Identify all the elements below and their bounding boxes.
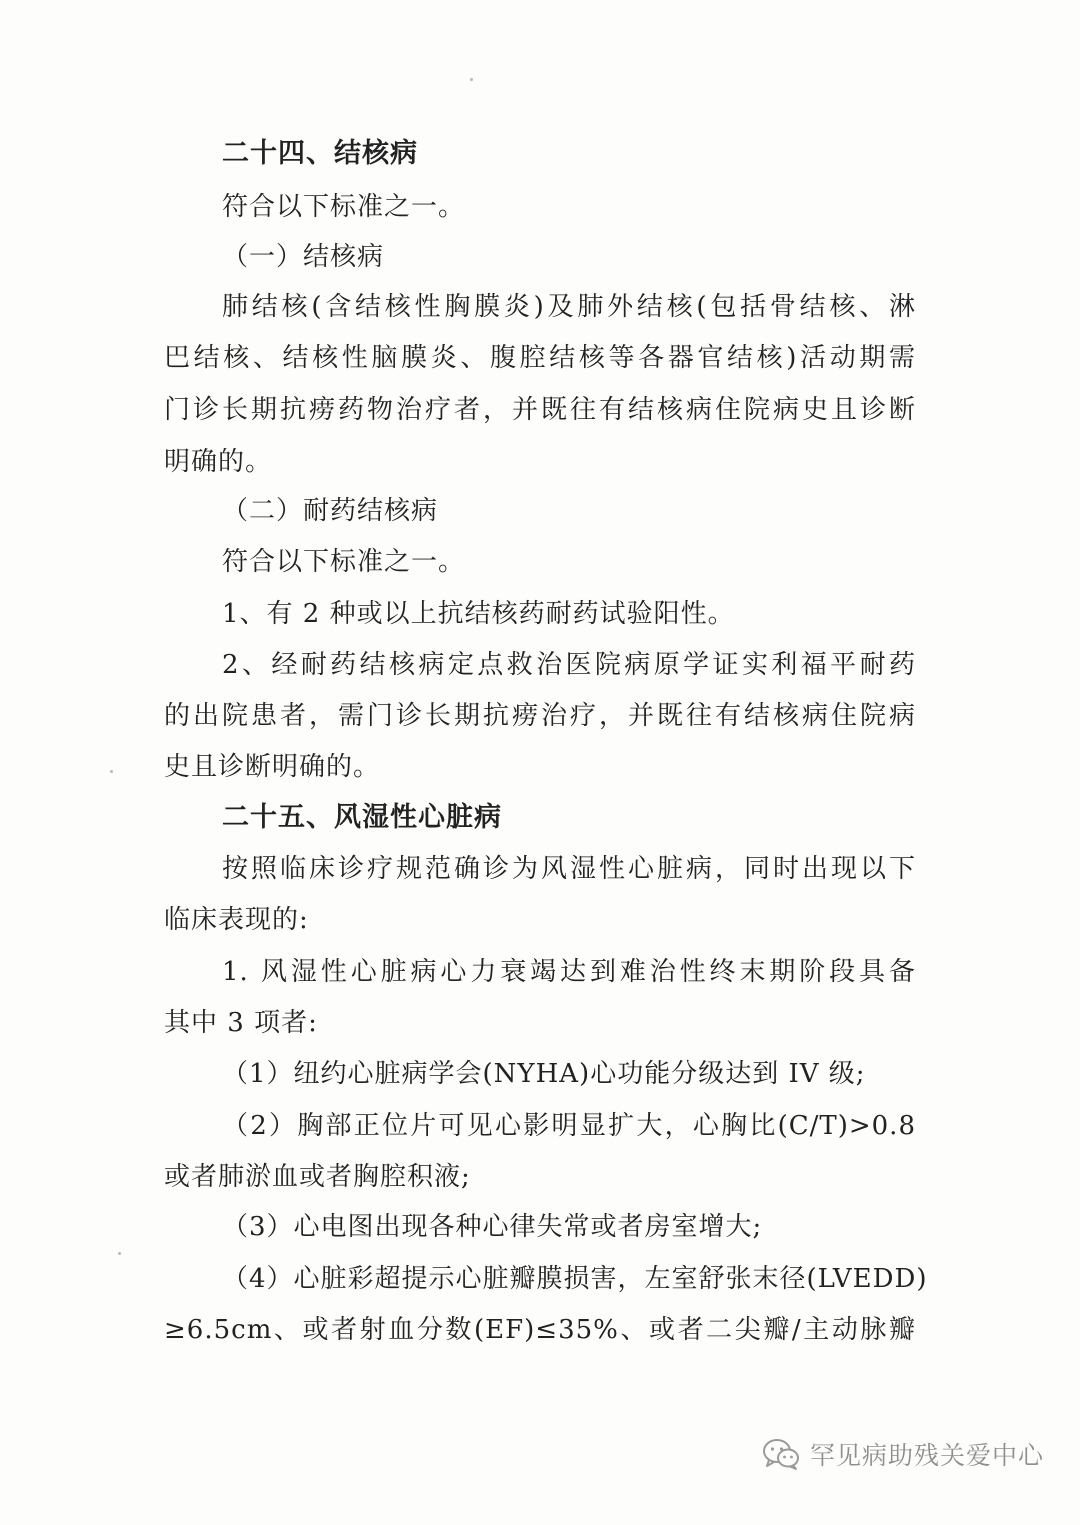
- paragraph-line: [164, 393, 916, 427]
- paragraph-line-text: ≥6.5cm、或者射血分数(EF)≤35%、或者二尖瓣/主动脉瓣: [164, 1315, 916, 1345]
- scan-speck: [470, 78, 473, 81]
- subheading: （二）耐药结核病: [222, 496, 439, 526]
- paragraph-line: 史且诊断明确的。: [164, 752, 381, 782]
- paragraph-line-text: 1. 风湿性心脏病心力衰竭达到难治性终末期阶段具备: [222, 957, 916, 987]
- paragraph-line: 其中 3 项者:: [164, 1008, 318, 1038]
- scan-speck: [118, 1252, 121, 1255]
- paragraph-line-text: 按照临床诊疗规范确诊为风湿性心脏病，同时出现以下: [222, 854, 916, 884]
- wechat-icon: [762, 1437, 800, 1471]
- paragraph-line: 符合以下标准之一。: [222, 192, 466, 222]
- scan-speck: [110, 770, 113, 773]
- paragraph-line: [222, 648, 916, 682]
- list-item: （3）心电图出现各种心律失常或者房室增大;: [222, 1212, 763, 1242]
- list-item: （1）纽约心脏病学会(NYHA)心功能分级达到 IV 级;: [222, 1059, 866, 1089]
- subheading: （一）结核病: [222, 242, 385, 272]
- paragraph-line-text: 2、经耐药结核病定点救治医院病原学证实利福平耐药: [222, 650, 916, 680]
- watermark: [762, 1432, 1044, 1476]
- section-heading-24: 二十四、结核病: [222, 138, 418, 169]
- paragraph-line: [164, 1313, 916, 1347]
- paragraph-line: 明确的。: [164, 447, 273, 477]
- paragraph-line: [164, 341, 916, 375]
- paragraph-line-text: 门诊长期抗痨药物治疗者，并既往有结核病住院病史且诊断: [164, 395, 916, 425]
- paragraph-line-text: 肺结核(含结核性胸膜炎)及肺外结核(包括骨结核、淋: [222, 292, 916, 322]
- list-item-text: （4）心脏彩超提示心脏瓣膜损害，左室舒张末径(LVEDD): [222, 1264, 928, 1294]
- paragraph-line: 临床表现的:: [164, 905, 309, 935]
- paragraph-line: 符合以下标准之一。: [222, 547, 466, 577]
- list-item: [222, 1109, 916, 1143]
- paragraph-line: [222, 852, 916, 886]
- paragraph-line-text: 的出院患者，需门诊长期抗痨治疗，并既往有结核病住院病: [164, 701, 916, 731]
- paragraph-line: 1、有 2 种或以上抗结核药耐药试验阳性。: [222, 599, 735, 629]
- list-item: [222, 1262, 926, 1296]
- section-heading-25: 二十五、风湿性心脏病: [222, 802, 502, 833]
- paragraph-line: [222, 955, 916, 989]
- paragraph-line: [222, 290, 916, 324]
- paragraph-line-text: 巴结核、结核性脑膜炎、腹腔结核等各器官结核)活动期需: [164, 343, 916, 373]
- list-item-text: （2）胸部正位片可见心影明显扩大，心胸比(C/T)>0.8: [222, 1111, 916, 1141]
- paragraph-line: [164, 699, 916, 733]
- watermark-text: 罕见病助残关爱中心: [810, 1441, 1045, 1470]
- paragraph-line: 或者肺淤血或者胸腔积液;: [164, 1162, 471, 1192]
